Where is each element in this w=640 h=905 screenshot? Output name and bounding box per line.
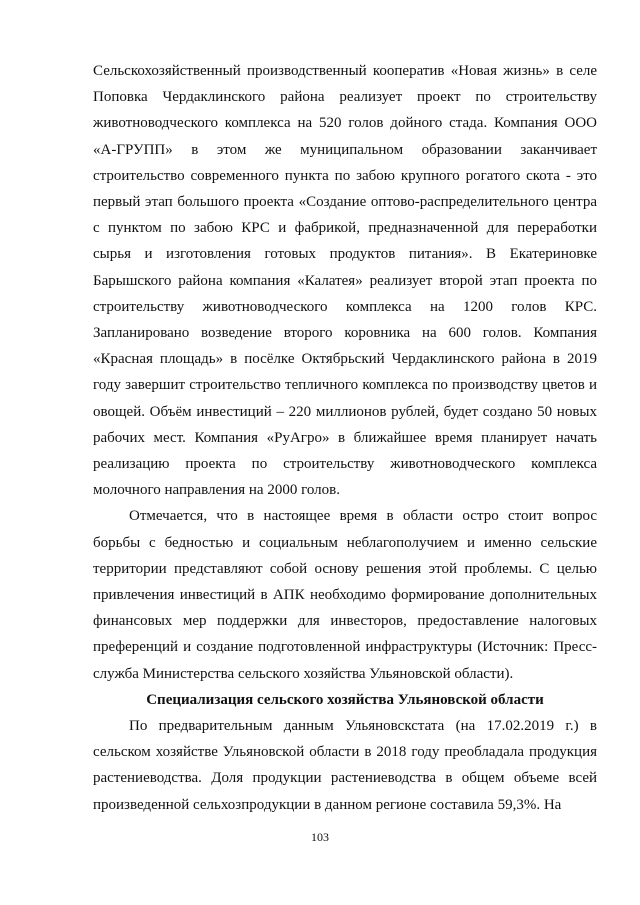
paragraph-investment-projects: Сельскохозяйственный производственный кооператив «Новая жизнь» в селе Поповка Чердаклинского района реализует проект по строительству животноводческого комплекса на 520 голов дойного стада. Компания ООО «А-ГРУПП» в этом же муниципальном образовании заканчивает строительство современного пункта по забою крупного рогатого скота - это первый этап большого проекта «Создание оптово-распределительного центра с пунктом по забою КРС и фабрикой, предназначенной для переработки сырья и изготовления готовых продуктов питания». В Екатериновке Барышского района компания «Калатея» реализует второй этап проекта по строительству животноводческого комплекса на 1200 голов КРС. Запланировано возведение второго коровника на 600 голов. Компания «Красная площадь» в посёлке Октябрьский Чердаклинского района в 2019 году завершит строительство тепличного комплекса по производству цветов и овощей. Объём инвестиций – 220 миллионов рублей, будет создано 50 новых рабочих мест. Компания «РуАгро» в ближайшее время планирует начать реализацию проекта по строительству животноводческого комплекса молочного направления на 2000 голов. (93, 63, 597, 499)
paragraph-poverty-issue: Отмечается, что в настоящее время в области остро стоит вопрос борьбы с бедностью и социальным неблагополучием и именно сельские территории представляют собой основу решения этой проблемы. С целью привлечения инвестиций в АПК необходимо формирование дополнительных финансовых мер поддержки для инвесторов, предоставление налоговых преференций и создание подготовленной инфраструктуры (Источник: Пресс-служба Министерства сельского хозяйства Ульяновской области). (93, 508, 597, 682)
section-heading: Специализация сельского хозяйства Ульяновской области (146, 691, 544, 708)
page-number: 103 (311, 830, 329, 844)
paragraph-statistics: По предварительным данным Ульяновскстата (на 17.02.2019 г.) в сельском хозяйстве Ульяновской области в 2018 году преобладала продукция растениеводства. Доля продукции растениеводства в общем объеме всей произведенной сельхозпродукции в данном регионе составила 59,3%. На (93, 718, 597, 813)
document-page (93, 58, 597, 818)
